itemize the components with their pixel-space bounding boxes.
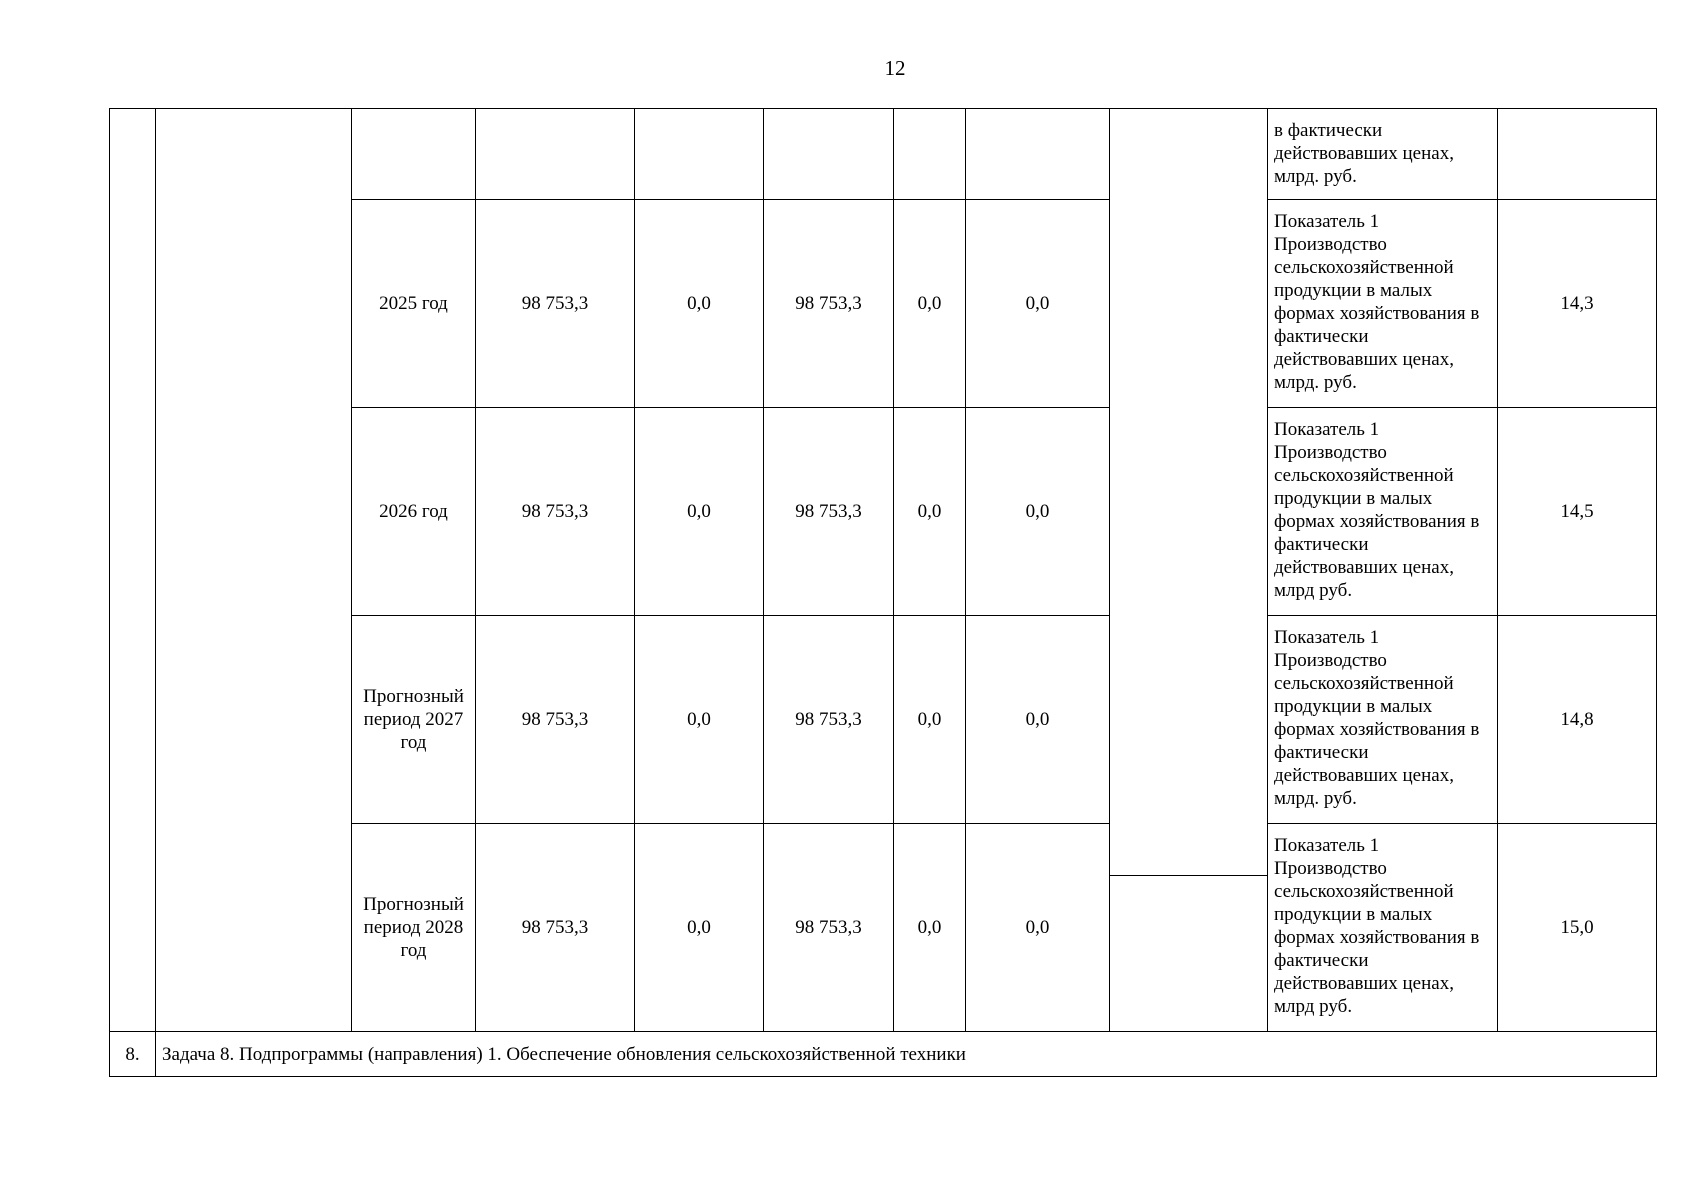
indicator-cell: Показатель 1 Производство сельскохозяйственной продукции в малых формах хозяйствования в фактически действовавших ценах, млрд руб.: [1268, 408, 1498, 616]
empty-cell: [1110, 876, 1268, 1032]
merged-empty-cell: [1110, 109, 1268, 876]
value-cell: 0,0: [635, 824, 764, 1032]
financing-table: [109, 108, 1657, 1077]
target-value-cell: 14,5: [1498, 408, 1657, 616]
target-value-cell: [1498, 109, 1657, 200]
indicator-cell: Показатель 1 Производство сельскохозяйственной продукции в малых формах хозяйствования в фактически действовавших ценах, млрд. руб.: [1268, 200, 1498, 408]
value-cell: 0,0: [894, 824, 966, 1032]
value-cell: 0,0: [894, 616, 966, 824]
row-number-cell: [110, 109, 156, 1032]
value-cell: 0,0: [966, 616, 1110, 824]
indicator-cell: в фактически действовавших ценах, млрд. руб.: [1268, 109, 1498, 200]
indicator-cell: Показатель 1 Производство сельскохозяйственной продукции в малых формах хозяйствования в фактически действовавших ценах, млрд. руб.: [1268, 616, 1498, 824]
value-cell: 98 753,3: [476, 824, 635, 1032]
value-cell: 0,0: [635, 408, 764, 616]
page-number: 12: [884, 56, 906, 80]
value-cell: 98 753,3: [476, 408, 635, 616]
indicator-cell: Показатель 1 Производство сельскохозяйственной продукции в малых формах хозяйствования в фактически действовавших ценах, млрд руб.: [1268, 824, 1498, 1032]
value-cell: 0,0: [635, 200, 764, 408]
task-row: [110, 1032, 1657, 1077]
value-cell: 98 753,3: [764, 824, 894, 1032]
value-cell: [476, 109, 635, 200]
task-number-cell: 8.: [110, 1032, 156, 1077]
value-cell: 98 753,3: [764, 616, 894, 824]
period-cell: 2025 год: [352, 200, 476, 408]
value-cell: [894, 109, 966, 200]
value-cell: 98 753,3: [476, 616, 635, 824]
value-cell: 98 753,3: [476, 200, 635, 408]
table-row: [110, 109, 1657, 200]
value-cell: [966, 109, 1110, 200]
value-cell: 0,0: [966, 200, 1110, 408]
value-cell: 0,0: [966, 408, 1110, 616]
name-cell: [156, 109, 352, 1032]
period-cell: Прогнозный период 2028 год: [352, 824, 476, 1032]
task-text-cell: Задача 8. Подпрограммы (направления) 1. Обеспечение обновления сельскохозяйственной техники: [156, 1032, 1657, 1077]
target-value-cell: 14,8: [1498, 616, 1657, 824]
period-cell: 2026 год: [352, 408, 476, 616]
target-value-cell: 15,0: [1498, 824, 1657, 1032]
value-cell: 0,0: [894, 200, 966, 408]
value-cell: [764, 109, 894, 200]
value-cell: [635, 109, 764, 200]
value-cell: 0,0: [635, 616, 764, 824]
value-cell: 98 753,3: [764, 408, 894, 616]
target-value-cell: 14,3: [1498, 200, 1657, 408]
value-cell: 0,0: [966, 824, 1110, 1032]
value-cell: 98 753,3: [764, 200, 894, 408]
period-cell: Прогнозный период 2027 год: [352, 616, 476, 824]
period-cell: [352, 109, 476, 200]
value-cell: 0,0: [894, 408, 966, 616]
